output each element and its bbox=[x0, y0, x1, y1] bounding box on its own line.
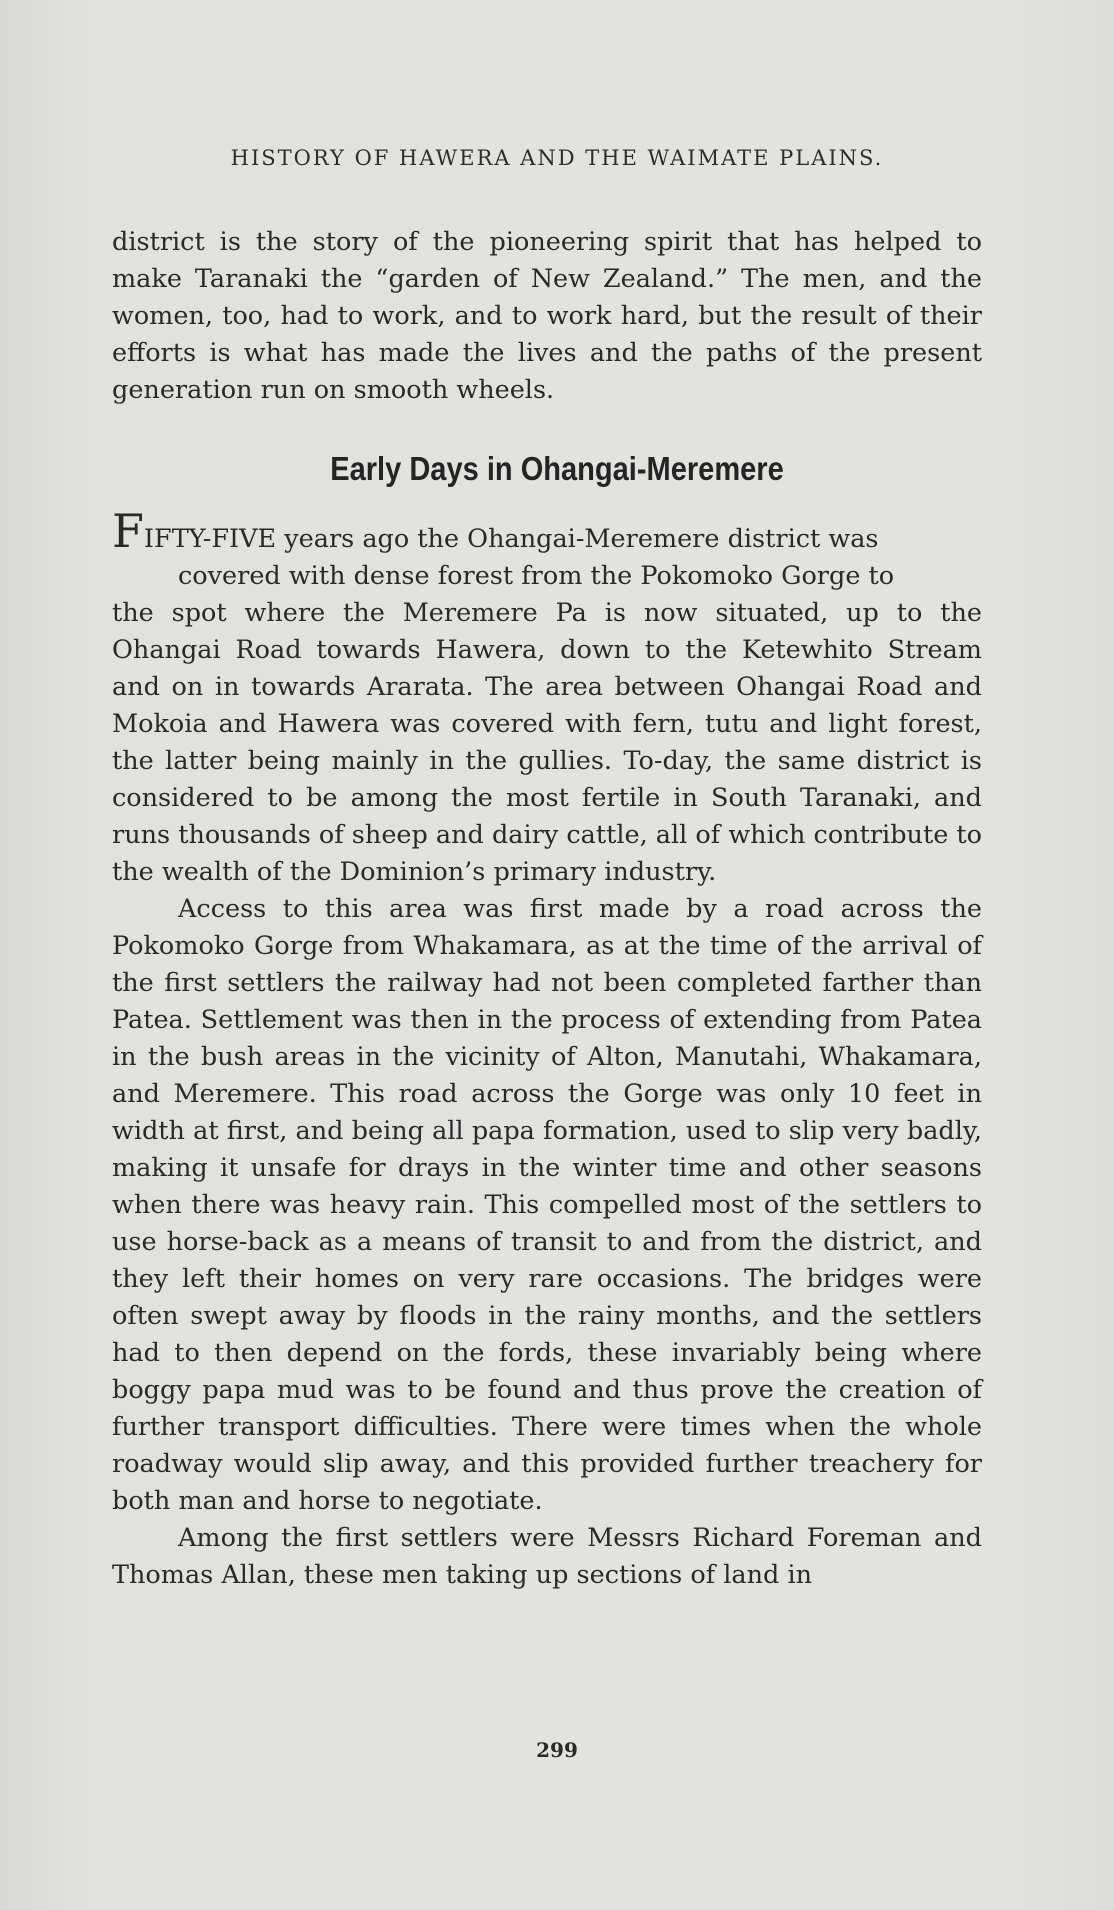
first-line bbox=[112, 504, 982, 558]
first-line-text: IFTY-FIVE years ago the Ohangai-Meremere district was bbox=[143, 524, 879, 554]
running-head: HISTORY OF HAWERA AND THE WAIMATE PLAINS. bbox=[230, 146, 884, 170]
section-heading: Early Days in Ohangai-Meremere bbox=[330, 450, 784, 487]
paragraph: Access to this area was first made by a road across the Pokomoko Gorge from Whakamara, as at the time of the arrival of the first settlers the railway had not been completed farther than Patea. Settlement was then in the process of extending from Patea in the bush areas in the vicinity of Alton, Manutahi, Whakamara, and Meremere. This road across the Gorge was only 10 feet in width at first, and being all papa formation, used to slip very badly, making it unsafe for drays in the winter time and other seasons when there was heavy rain. This compelled most of the settlers to use horse-back as a means of transit to and from the district, and they left their homes on very rare occasions. The bridges were often swept away by floods in the rainy months, and the settlers had to then depend on the fords, these invariably being where boggy papa mud was to be found and thus prove the creation of further transport difficulties. There were times when the whole roadway would slip away, and this provided further treachery for both man and horse to negotiate. bbox=[112, 894, 982, 1516]
drop-cap: F bbox=[112, 504, 144, 558]
paragraph-continuation: the spot where the Meremere Pa is now situated, up to the Ohangai Road towards Hawera, down to the Ketewhito Stream and on in towards Ararata. The area between Ohangai Road and Mokoia and Hawera was covered with fern, tutu and light forest, the latter being mainly in the gullies. To-day, the same district is considered to be among the most fertile in South Taranaki, and runs thousands of sheep and dairy cattle, all of which contribute to the wealth of the Dominion’s primary industry. bbox=[112, 598, 982, 887]
page-number: 299 bbox=[536, 1738, 578, 1762]
opening-paragraph: district is the story of the pioneering spirit that has helped to make Taranaki the “garden of New Zealand.” The men, and the women, too, had to work, and to work hard, but the result of their efforts is what has made the lives and the paths of the present generation run on smooth wheels. bbox=[112, 227, 982, 405]
second-line: covered with dense forest from the Pokomoko Gorge to bbox=[178, 561, 895, 591]
section-body bbox=[112, 504, 982, 1594]
paragraph: Among the first settlers were Messrs Richard Foreman and Thomas Allan, these men taking up sections of land in bbox=[112, 1523, 982, 1590]
